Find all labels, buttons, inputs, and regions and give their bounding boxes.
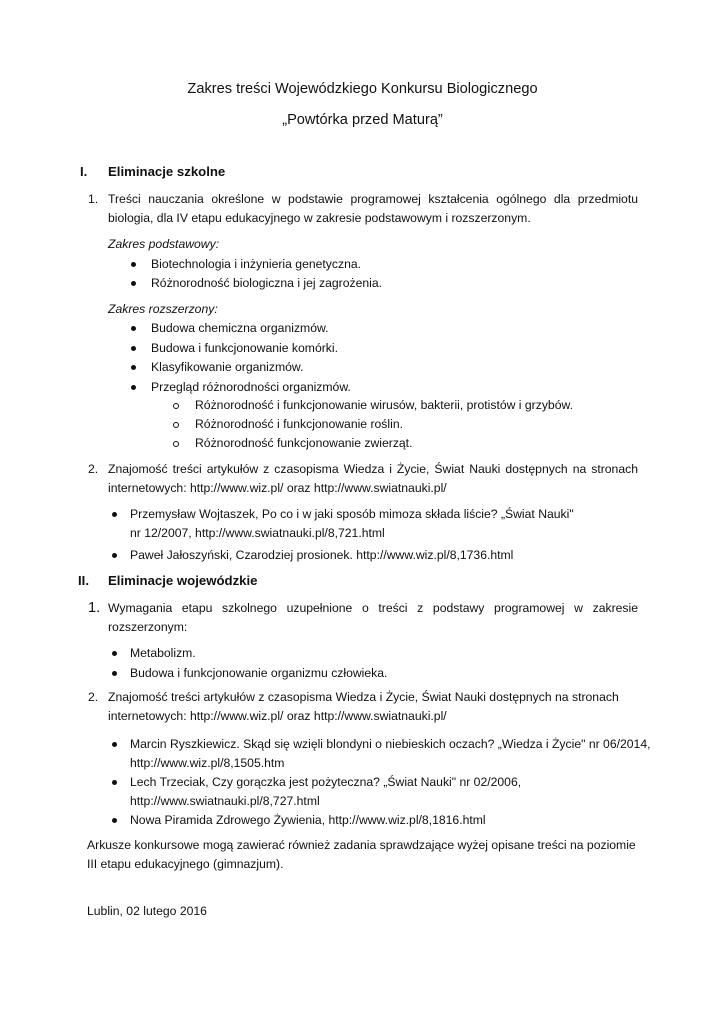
list-item — [112, 664, 387, 684]
bullet-list — [112, 644, 387, 684]
bullet-icon — [131, 281, 136, 286]
text-line: Znajomość treści artykułów z czasopisma Wiedza i Życie, Świat Nauki dostępnych na stronach — [108, 690, 619, 704]
list-item — [131, 358, 351, 378]
section-1-title: Eliminacje szkolne — [108, 164, 226, 179]
article-item — [112, 773, 650, 811]
text-line: internetowych: http://www.wiz.pl/ oraz http://www.swiatnauki.pl/ — [108, 708, 447, 723]
section-1-item-1-number: 1. — [88, 192, 99, 206]
list-item-text: Biotechnologia i inżynieria genetyczna. — [151, 257, 362, 271]
section-1-number: I. — [80, 164, 88, 179]
section-2-item-2-number: 2. — [88, 690, 99, 704]
article-item — [112, 735, 650, 773]
bullet-icon — [112, 742, 117, 747]
section-2-title: Eliminacje wojewódzkie — [108, 573, 258, 588]
list-item-text: Różnorodność biologiczna i jej zagrożenia. — [151, 275, 383, 290]
title-line-1: Zakres treści Wojewódzkiego Konkursu Biologicznego — [187, 81, 538, 97]
bullet-icon — [131, 385, 136, 390]
section-2-item-1-text — [108, 599, 638, 637]
list-item — [112, 644, 387, 664]
article-line: Marcin Ryszkiewicz. Skąd się wzięli blondyni o niebieskich oczach? „Wiedza i Życie" nr 06/2014, — [130, 737, 651, 751]
bullet-icon — [131, 326, 136, 331]
text-line: III etapu edukacyjnego (gimnazjum). — [87, 856, 284, 871]
list-item — [131, 319, 351, 339]
list-item-text: Przegląd różnorodności organizmów. — [151, 379, 351, 394]
sub-list-item — [173, 434, 573, 453]
article-line: nr 12/2007, http://www.swiatnauki.pl/8,721.html — [130, 525, 385, 540]
list-item — [131, 339, 351, 359]
bullet-icon — [112, 512, 117, 517]
circle-bullet-icon — [173, 422, 179, 428]
text-line: Znajomość treści artykułów z czasopisma Wiedza i Życie, Świat Nauki dostępnych na stronach — [108, 462, 638, 476]
basic-scope-label: Zakres podstawowy: — [108, 237, 220, 251]
article-line: Nowa Piramida Zdrowego Żywienia, http://www.wiz.pl/8,1816.html — [130, 812, 486, 827]
article-item — [112, 546, 574, 565]
list-item-text: Budowa i funkcjonowanie organizmu człowieka. — [130, 666, 388, 680]
bullet-icon — [131, 262, 136, 267]
bullet-list — [131, 319, 351, 397]
sub-list — [173, 396, 573, 453]
bullet-icon — [112, 553, 117, 558]
section-1-item-2-number: 2. — [88, 462, 99, 476]
list-item — [131, 255, 382, 274]
text-line: Arkusze konkursowe mogą zawierać również zadania sprawdzające wyżej opisane treści na poziomie — [87, 838, 636, 852]
sub-list-item-text: Różnorodność i funkcjonowanie roślin. — [195, 417, 403, 431]
bullet-icon — [131, 346, 136, 351]
article-line: Przemysław Wojtaszek, Po co i w jaki sposób mimoza składa liście? „Świat Nauki" — [130, 507, 574, 521]
circle-bullet-icon — [173, 441, 179, 447]
sub-list-item-text: Różnorodność funkcjonowanie zwierząt. — [195, 436, 413, 450]
section-2-item-1-number: 1. — [88, 600, 101, 616]
list-item-text: Klasyfikowanie organizmów. — [151, 360, 304, 374]
closing-paragraph — [87, 836, 647, 874]
bullet-icon — [112, 671, 117, 676]
text-line: rozszerzonym: — [108, 619, 188, 634]
article-line: http://www.swiatnauki.pl/8,727.html — [130, 793, 320, 808]
date-place: Lublin, 02 lutego 2016 — [87, 904, 207, 918]
text-line: biologia, dla IV etapu edukacyjnego w zakresie podstawowym i rozszerzonym. — [108, 210, 531, 225]
text-line: Treści nauczania określone w podstawie programowej kształcenia ogólnego dla przedmiotu — [108, 192, 638, 206]
list-item-text: Budowa chemiczna organizmów. — [151, 321, 329, 335]
article-list — [112, 505, 574, 565]
article-line: Paweł Jałoszyński, Czarodziej prosionek. http://www.wiz.pl/8,1736.html — [130, 547, 514, 562]
title-line-2: „Powtórka przed Maturą” — [282, 112, 443, 128]
list-item-text: Metabolizm. — [130, 646, 196, 660]
list-item — [131, 274, 382, 293]
bullet-icon — [112, 818, 117, 823]
extended-scope-label: Zakres rozszerzony: — [108, 302, 218, 316]
text-line: internetowych: http://www.wiz.pl/ oraz http://www.swiatnauki.pl/ — [108, 480, 447, 495]
article-line: Lech Trzeciak, Czy gorączka jest pożyteczna? „Świat Nauki" nr 02/2006, — [130, 774, 522, 789]
sub-list-item — [173, 415, 573, 434]
section-1-item-1-text — [108, 190, 638, 228]
section-1-item-2-text — [108, 460, 638, 498]
circle-bullet-icon — [173, 403, 179, 409]
text-line: Wymagania etapu szkolnego uzupełnione o treści z podstawy programowej w zakresie — [108, 601, 638, 615]
list-item — [131, 378, 351, 398]
sub-list-item — [173, 396, 573, 415]
bullet-icon — [112, 780, 117, 785]
section-2-number: II. — [78, 573, 89, 588]
article-item — [112, 505, 574, 543]
bullet-icon — [131, 365, 136, 370]
list-item-text: Budowa i funkcjonowanie komórki. — [151, 340, 338, 355]
bullet-icon — [112, 651, 117, 656]
article-item — [112, 811, 650, 830]
sub-list-item-text: Różnorodność i funkcjonowanie wirusów, bakterii, protistów i grzybów. — [195, 398, 573, 412]
article-line: http://www.wiz.pl/8,1505.htm — [130, 755, 285, 770]
section-2-item-2-text — [108, 688, 638, 726]
bullet-list — [131, 255, 382, 293]
article-list — [112, 735, 650, 830]
